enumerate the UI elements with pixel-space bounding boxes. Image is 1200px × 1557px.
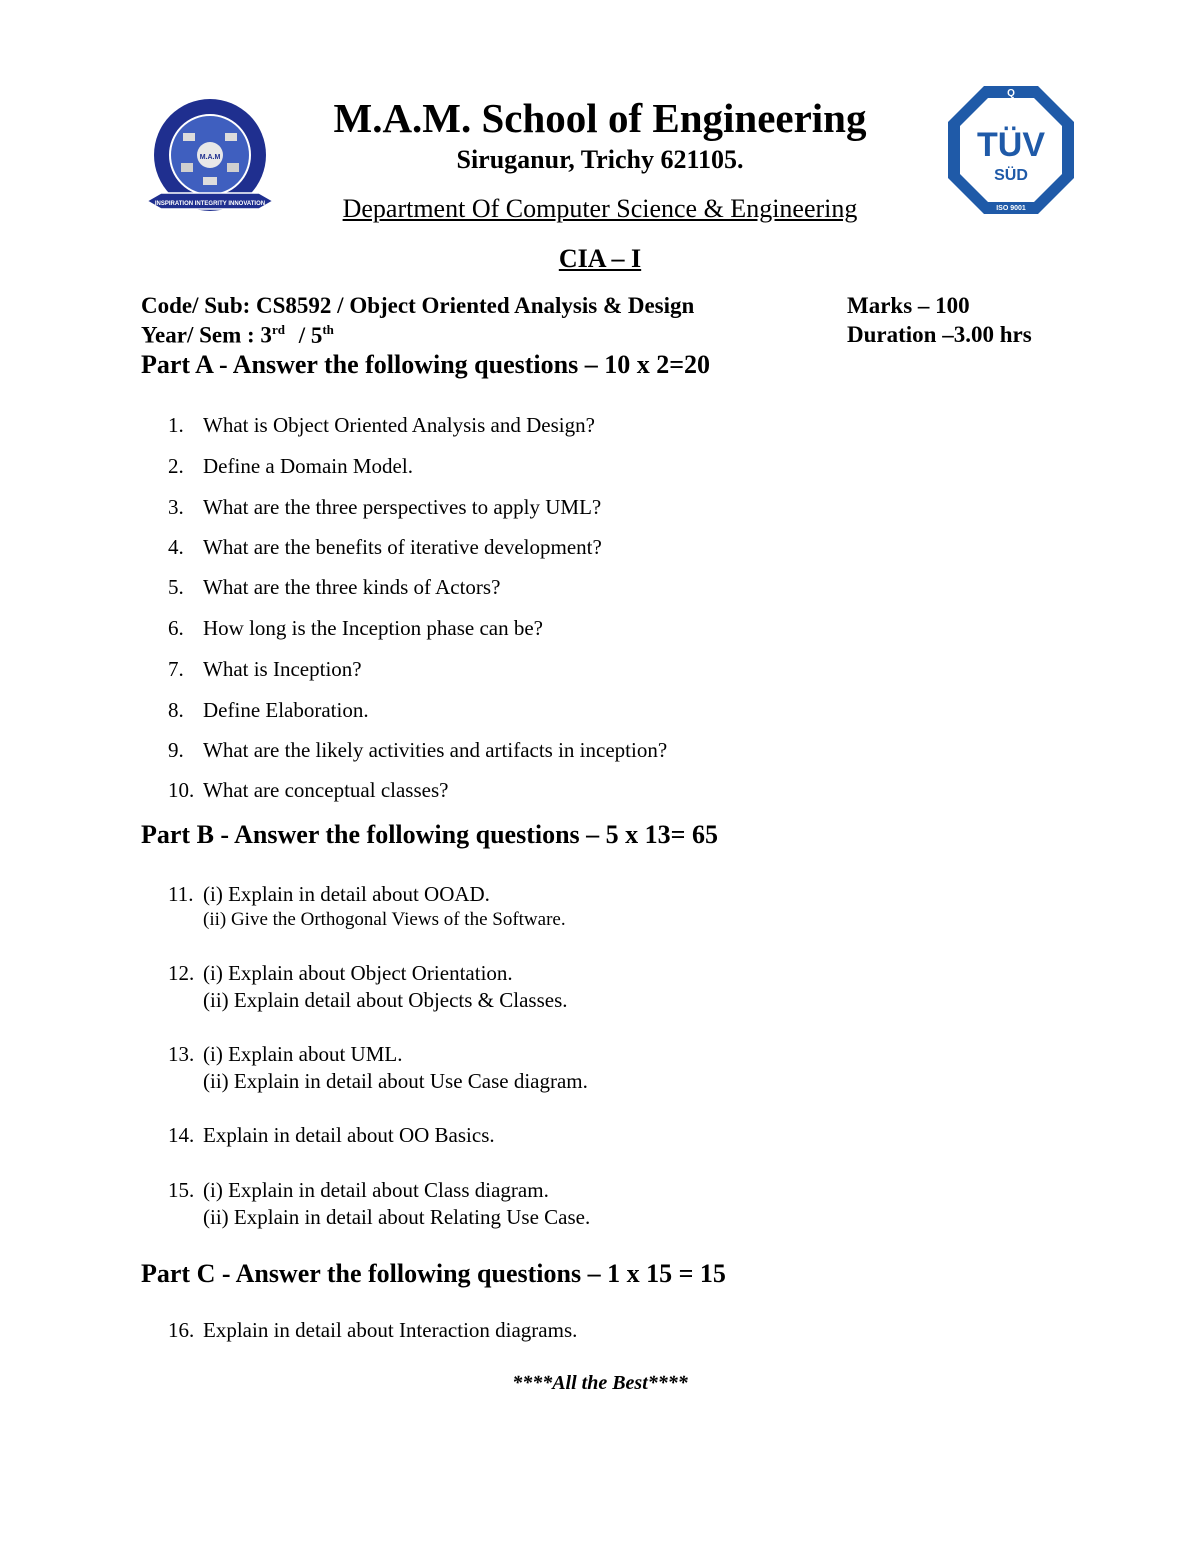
- question-number: 12.: [168, 961, 195, 985]
- question-number: 16.: [168, 1318, 195, 1342]
- question-text: (i) Explain about UML.: [203, 1042, 403, 1066]
- svg-text:M.A.M: M.A.M: [199, 154, 221, 161]
- question-text: What are the three kinds of Actors?: [203, 575, 501, 599]
- question-number: 15.: [168, 1178, 195, 1202]
- total-marks: Marks – 100: [847, 293, 970, 318]
- question-text: What are the benefits of iterative development?: [203, 535, 602, 559]
- school-name: M.A.M. School of Engineering: [333, 95, 867, 141]
- question-text: (i) Explain in detail about OOAD.: [203, 882, 490, 906]
- part-c-heading: Part C - Answer the following questions – 1 x 15 = 15: [141, 1259, 726, 1288]
- question-number: 3.: [168, 495, 184, 519]
- question-text: How long is the Inception phase can be?: [203, 616, 543, 640]
- question-text: (i) Explain about Object Orientation.: [203, 961, 513, 985]
- question-subpart: (ii) Explain in detail about Use Case diagram.: [203, 1069, 588, 1093]
- svg-text:INSPIRATION INTEGRITY INNOVATI: INSPIRATION INTEGRITY INNOVATION: [154, 201, 266, 207]
- question-number: 1.: [168, 413, 184, 437]
- exam-duration: Duration –3.00 hrs: [847, 322, 1032, 347]
- question-number: 9.: [168, 738, 184, 762]
- part-a-heading: Part A - Answer the following questions – 10 x 2=20: [141, 350, 711, 379]
- question-number: 10.: [168, 778, 195, 802]
- school-address: Siruganur, Trichy 621105.: [456, 145, 744, 174]
- closing-wishes: ****All the Best****: [512, 1372, 688, 1394]
- part-b-heading: Part B - Answer the following questions – 5 x 13= 65: [141, 820, 718, 849]
- question-number: 7.: [168, 657, 184, 681]
- question-text: Explain in detail about Interaction diagrams.: [203, 1318, 578, 1342]
- question-text: What is Inception?: [203, 657, 362, 681]
- semester-superscript: th: [322, 322, 334, 337]
- svg-text:SÜD: SÜD: [994, 167, 1028, 184]
- question-number: 6.: [168, 616, 184, 640]
- question-text: (i) Explain in detail about Class diagram.: [203, 1178, 549, 1202]
- department-name: Department Of Computer Science & Engineering: [342, 194, 858, 223]
- year-semester: [141, 322, 334, 349]
- exam-title: CIA – I: [558, 244, 642, 273]
- question-number: 8.: [168, 698, 184, 722]
- question-subpart: (ii) Explain detail about Objects & Classes.: [203, 988, 568, 1012]
- question-text: What are the likely activities and artifacts in inception?: [203, 738, 668, 762]
- semester-label: / 5: [292, 322, 323, 348]
- question-number: 2.: [168, 454, 184, 478]
- question-text: Define a Domain Model.: [203, 454, 413, 478]
- svg-text:ISO 9001: ISO 9001: [996, 205, 1026, 212]
- svg-text:Q: Q: [1007, 88, 1015, 99]
- question-number: 5.: [168, 575, 184, 599]
- question-number: 14.: [168, 1123, 195, 1147]
- question-number: 11.: [168, 882, 194, 906]
- question-text: What is Object Oriented Analysis and Design?: [203, 413, 595, 437]
- question-text: What are conceptual classes?: [203, 778, 449, 802]
- question-subpart: (ii) Explain in detail about Relating Use Case.: [203, 1205, 591, 1229]
- question-text: Define Elaboration.: [203, 698, 369, 722]
- year-label: Year/ Sem : 3: [141, 322, 272, 348]
- question-number: 13.: [168, 1042, 195, 1066]
- year-superscript: rd: [271, 322, 285, 337]
- question-text: What are the three perspectives to apply UML?: [203, 495, 602, 519]
- question-text: Explain in detail about OO Basics.: [203, 1123, 495, 1147]
- svg-text:TÜV: TÜV: [977, 126, 1045, 164]
- question-subpart: (ii) Give the Orthogonal Views of the Software.: [203, 909, 566, 930]
- question-number: 4.: [168, 535, 184, 559]
- code-subject: Code/ Sub: CS8592 / Object Oriented Analysis & Design: [141, 293, 695, 318]
